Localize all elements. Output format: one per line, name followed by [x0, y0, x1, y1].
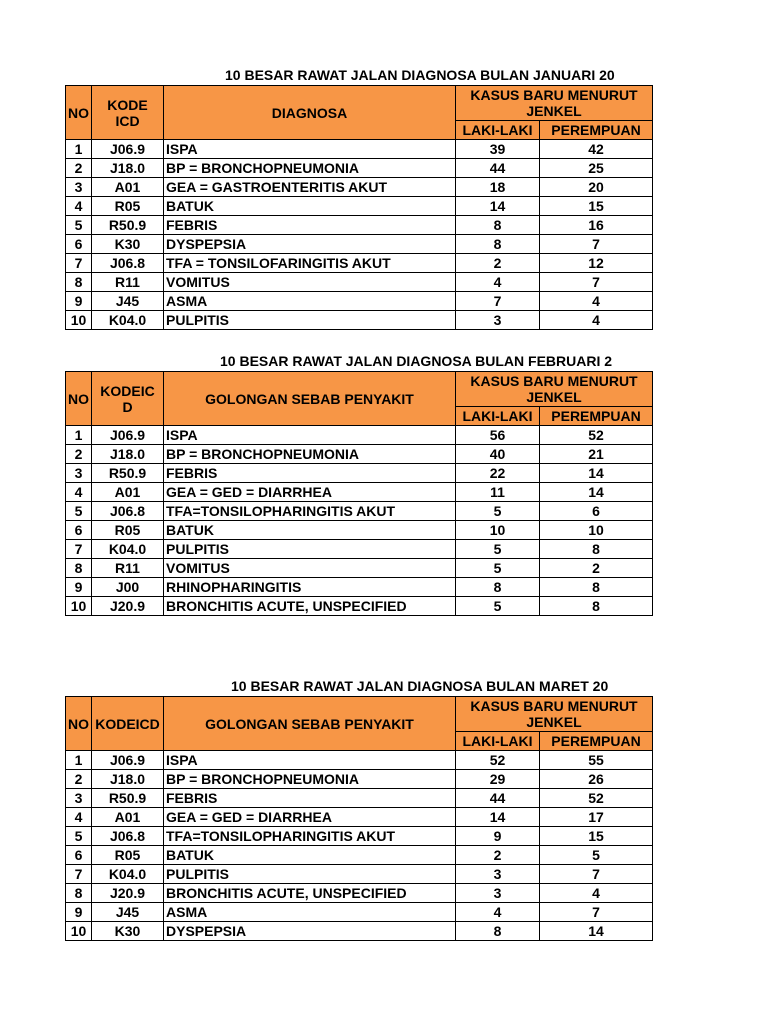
- table-row: [66, 426, 653, 445]
- header-perempuan: PEREMPUAN: [540, 732, 653, 751]
- row-kode-icd: J06.8: [92, 254, 164, 273]
- row-laki-laki: 7: [456, 292, 540, 311]
- table-row: [66, 464, 653, 483]
- header-perempuan: PEREMPUAN: [540, 407, 653, 426]
- table-row: [66, 311, 653, 330]
- row-no: 1: [66, 751, 92, 770]
- diagnosis-table: [65, 371, 653, 616]
- row-kode-icd: R50.9: [92, 789, 164, 808]
- row-no: 7: [66, 865, 92, 884]
- row-laki-laki: 8: [456, 216, 540, 235]
- row-diagnosa: GEA = GASTROENTERITIS AKUT: [164, 178, 456, 197]
- row-diagnosa: TFA=TONSILOPHARINGITIS AKUT: [164, 502, 456, 521]
- row-diagnosa: BATUK: [164, 846, 456, 865]
- row-kode-icd: R05: [92, 521, 164, 540]
- header-no: NO: [66, 697, 92, 751]
- table-row: [66, 159, 653, 178]
- row-perempuan: 17: [540, 808, 653, 827]
- row-kode-icd: K30: [92, 922, 164, 941]
- row-perempuan: 8: [540, 578, 653, 597]
- row-diagnosa: BP = BRONCHOPNEUMONIA: [164, 445, 456, 464]
- table-row: [66, 483, 653, 502]
- row-kode-icd: R05: [92, 197, 164, 216]
- row-kode-icd: R11: [92, 559, 164, 578]
- row-laki-laki: 10: [456, 521, 540, 540]
- row-no: 2: [66, 445, 92, 464]
- row-laki-laki: 56: [456, 426, 540, 445]
- row-laki-laki: 39: [456, 140, 540, 159]
- row-kode-icd: J45: [92, 903, 164, 922]
- row-diagnosa: TFA = TONSILOFARINGITIS AKUT: [164, 254, 456, 273]
- row-diagnosa: VOMITUS: [164, 273, 456, 292]
- row-perempuan: 5: [540, 846, 653, 865]
- row-laki-laki: 2: [456, 846, 540, 865]
- row-no: 2: [66, 770, 92, 789]
- row-perempuan: 7: [540, 273, 653, 292]
- row-perempuan: 12: [540, 254, 653, 273]
- row-no: 6: [66, 521, 92, 540]
- row-perempuan: 21: [540, 445, 653, 464]
- header-kasus-baru: KASUS BARU MENURUT JENKEL: [456, 372, 653, 407]
- row-no: 9: [66, 903, 92, 922]
- row-no: 6: [66, 235, 92, 254]
- header-laki-laki: LAKI-LAKI: [456, 732, 540, 751]
- row-diagnosa: ASMA: [164, 292, 456, 311]
- row-diagnosa: ISPA: [164, 140, 456, 159]
- row-no: 3: [66, 789, 92, 808]
- row-laki-laki: 8: [456, 922, 540, 941]
- row-perempuan: 7: [540, 235, 653, 254]
- row-laki-laki: 5: [456, 597, 540, 616]
- table-row: [66, 216, 653, 235]
- row-diagnosa: DYSPEPSIA: [164, 235, 456, 254]
- row-no: 10: [66, 922, 92, 941]
- row-no: 3: [66, 464, 92, 483]
- row-no: 7: [66, 254, 92, 273]
- row-kode-icd: J20.9: [92, 884, 164, 903]
- row-laki-laki: 2: [456, 254, 540, 273]
- table-row: [66, 273, 653, 292]
- row-no: 1: [66, 426, 92, 445]
- row-perempuan: 4: [540, 292, 653, 311]
- row-diagnosa: RHINOPHARINGITIS: [164, 578, 456, 597]
- row-diagnosa: FEBRIS: [164, 789, 456, 808]
- row-kode-icd: J45: [92, 292, 164, 311]
- row-perempuan: 55: [540, 751, 653, 770]
- table-row: [66, 922, 653, 941]
- row-no: 7: [66, 540, 92, 559]
- row-perempuan: 10: [540, 521, 653, 540]
- row-diagnosa: PULPITIS: [164, 540, 456, 559]
- row-perempuan: 42: [540, 140, 653, 159]
- row-perempuan: 14: [540, 464, 653, 483]
- header-laki-laki: LAKI-LAKI: [456, 121, 540, 140]
- row-no: 4: [66, 483, 92, 502]
- header-diagnosa: GOLONGAN SEBAB PENYAKIT: [164, 372, 456, 426]
- row-no: 3: [66, 178, 92, 197]
- row-no: 8: [66, 559, 92, 578]
- row-kode-icd: R11: [92, 273, 164, 292]
- row-no: 5: [66, 216, 92, 235]
- row-perempuan: 8: [540, 597, 653, 616]
- row-laki-laki: 3: [456, 884, 540, 903]
- row-diagnosa: FEBRIS: [164, 464, 456, 483]
- row-laki-laki: 5: [456, 559, 540, 578]
- row-kode-icd: J18.0: [92, 159, 164, 178]
- row-diagnosa: VOMITUS: [164, 559, 456, 578]
- row-laki-laki: 11: [456, 483, 540, 502]
- row-diagnosa: BATUK: [164, 197, 456, 216]
- row-kode-icd: K04.0: [92, 311, 164, 330]
- row-kode-icd: R50.9: [92, 216, 164, 235]
- row-diagnosa: TFA=TONSILOPHARINGITIS AKUT: [164, 827, 456, 846]
- row-laki-laki: 44: [456, 159, 540, 178]
- row-laki-laki: 4: [456, 903, 540, 922]
- row-diagnosa: ASMA: [164, 903, 456, 922]
- table-row: [66, 846, 653, 865]
- table-row: [66, 808, 653, 827]
- header-no: NO: [66, 86, 92, 140]
- row-diagnosa: PULPITIS: [164, 311, 456, 330]
- row-kode-icd: J06.8: [92, 827, 164, 846]
- table-row: [66, 540, 653, 559]
- row-kode-icd: R50.9: [92, 464, 164, 483]
- row-kode-icd: K30: [92, 235, 164, 254]
- row-diagnosa: ISPA: [164, 426, 456, 445]
- row-no: 10: [66, 311, 92, 330]
- row-diagnosa: PULPITIS: [164, 865, 456, 884]
- table-row: [66, 178, 653, 197]
- row-laki-laki: 8: [456, 578, 540, 597]
- header-perempuan: PEREMPUAN: [540, 121, 653, 140]
- row-kode-icd: A01: [92, 178, 164, 197]
- row-perempuan: 6: [540, 502, 653, 521]
- row-perempuan: 15: [540, 827, 653, 846]
- row-kode-icd: J06.9: [92, 751, 164, 770]
- row-perempuan: 2: [540, 559, 653, 578]
- row-perempuan: 52: [540, 426, 653, 445]
- section-title: 10 BESAR RAWAT JALAN DIAGNOSA BULAN FEBRUARI 2: [220, 353, 613, 369]
- row-no: 2: [66, 159, 92, 178]
- row-diagnosa: BP = BRONCHOPNEUMONIA: [164, 159, 456, 178]
- row-perempuan: 14: [540, 483, 653, 502]
- row-kode-icd: J18.0: [92, 770, 164, 789]
- row-laki-laki: 3: [456, 865, 540, 884]
- table-body: [66, 751, 653, 941]
- row-no: 10: [66, 597, 92, 616]
- row-laki-laki: 4: [456, 273, 540, 292]
- row-kode-icd: K04.0: [92, 865, 164, 884]
- row-no: 8: [66, 884, 92, 903]
- header-no: NO: [66, 372, 92, 426]
- header-laki-laki: LAKI-LAKI: [456, 407, 540, 426]
- row-kode-icd: A01: [92, 483, 164, 502]
- section-title: 10 BESAR RAWAT JALAN DIAGNOSA BULAN MARET 20: [231, 678, 609, 694]
- row-no: 9: [66, 578, 92, 597]
- row-laki-laki: 14: [456, 197, 540, 216]
- row-perempuan: 4: [540, 884, 653, 903]
- row-kode-icd: J06.9: [92, 426, 164, 445]
- table-row: [66, 235, 653, 254]
- row-laki-laki: 29: [456, 770, 540, 789]
- row-diagnosa: FEBRIS: [164, 216, 456, 235]
- row-perempuan: 16: [540, 216, 653, 235]
- table-row: [66, 827, 653, 846]
- row-kode-icd: A01: [92, 808, 164, 827]
- row-no: 6: [66, 846, 92, 865]
- row-perempuan: 4: [540, 311, 653, 330]
- table-row: [66, 197, 653, 216]
- row-no: 4: [66, 197, 92, 216]
- header-kode: KODEIC D: [92, 372, 164, 426]
- table-row: [66, 770, 653, 789]
- row-kode-icd: J00: [92, 578, 164, 597]
- table-row: [66, 254, 653, 273]
- row-perempuan: 20: [540, 178, 653, 197]
- row-laki-laki: 3: [456, 311, 540, 330]
- row-diagnosa: GEA = GED = DIARRHEA: [164, 483, 456, 502]
- row-kode-icd: J20.9: [92, 597, 164, 616]
- table-row: [66, 751, 653, 770]
- header-kasus-baru: KASUS BARU MENURUT JENKEL: [456, 86, 653, 121]
- header-kode: KODEICD: [92, 697, 164, 751]
- row-perempuan: 7: [540, 865, 653, 884]
- row-no: 5: [66, 502, 92, 521]
- row-no: 4: [66, 808, 92, 827]
- table-row: [66, 903, 653, 922]
- row-perempuan: 8: [540, 540, 653, 559]
- table-row: [66, 292, 653, 311]
- table-body: [66, 426, 653, 616]
- row-laki-laki: 9: [456, 827, 540, 846]
- row-laki-laki: 52: [456, 751, 540, 770]
- row-kode-icd: K04.0: [92, 540, 164, 559]
- row-kode-icd: J06.9: [92, 140, 164, 159]
- header-diagnosa: DIAGNOSA: [164, 86, 456, 140]
- row-diagnosa: GEA = GED = DIARRHEA: [164, 808, 456, 827]
- row-perempuan: 52: [540, 789, 653, 808]
- row-diagnosa: BRONCHITIS ACUTE, UNSPECIFIED: [164, 597, 456, 616]
- table-row: [66, 884, 653, 903]
- row-diagnosa: BP = BRONCHOPNEUMONIA: [164, 770, 456, 789]
- row-laki-laki: 14: [456, 808, 540, 827]
- row-diagnosa: BRONCHITIS ACUTE, UNSPECIFIED: [164, 884, 456, 903]
- row-perempuan: 14: [540, 922, 653, 941]
- table-body: [66, 140, 653, 330]
- table-row: [66, 597, 653, 616]
- row-kode-icd: J18.0: [92, 445, 164, 464]
- header-diagnosa: GOLONGAN SEBAB PENYAKIT: [164, 697, 456, 751]
- row-laki-laki: 40: [456, 445, 540, 464]
- row-laki-laki: 22: [456, 464, 540, 483]
- row-diagnosa: BATUK: [164, 521, 456, 540]
- table-row: [66, 865, 653, 884]
- diagnosis-table: [65, 696, 653, 941]
- row-perempuan: 7: [540, 903, 653, 922]
- row-diagnosa: ISPA: [164, 751, 456, 770]
- row-no: 5: [66, 827, 92, 846]
- row-laki-laki: 18: [456, 178, 540, 197]
- row-no: 9: [66, 292, 92, 311]
- section-title: 10 BESAR RAWAT JALAN DIAGNOSA BULAN JANUARI 20: [225, 67, 615, 83]
- row-laki-laki: 8: [456, 235, 540, 254]
- row-perempuan: 26: [540, 770, 653, 789]
- row-kode-icd: R05: [92, 846, 164, 865]
- row-diagnosa: DYSPEPSIA: [164, 922, 456, 941]
- table-row: [66, 789, 653, 808]
- row-laki-laki: 5: [456, 502, 540, 521]
- row-kode-icd: J06.8: [92, 502, 164, 521]
- header-kode: KODE ICD: [92, 86, 164, 140]
- row-perempuan: 15: [540, 197, 653, 216]
- header-kasus-baru: KASUS BARU MENURUT JENKEL: [456, 697, 653, 732]
- diagnosis-table: [65, 85, 653, 330]
- row-no: 1: [66, 140, 92, 159]
- table-row: [66, 578, 653, 597]
- row-laki-laki: 44: [456, 789, 540, 808]
- row-laki-laki: 5: [456, 540, 540, 559]
- table-row: [66, 521, 653, 540]
- row-no: 8: [66, 273, 92, 292]
- table-row: [66, 445, 653, 464]
- table-row: [66, 502, 653, 521]
- table-row: [66, 559, 653, 578]
- row-perempuan: 25: [540, 159, 653, 178]
- table-row: [66, 140, 653, 159]
